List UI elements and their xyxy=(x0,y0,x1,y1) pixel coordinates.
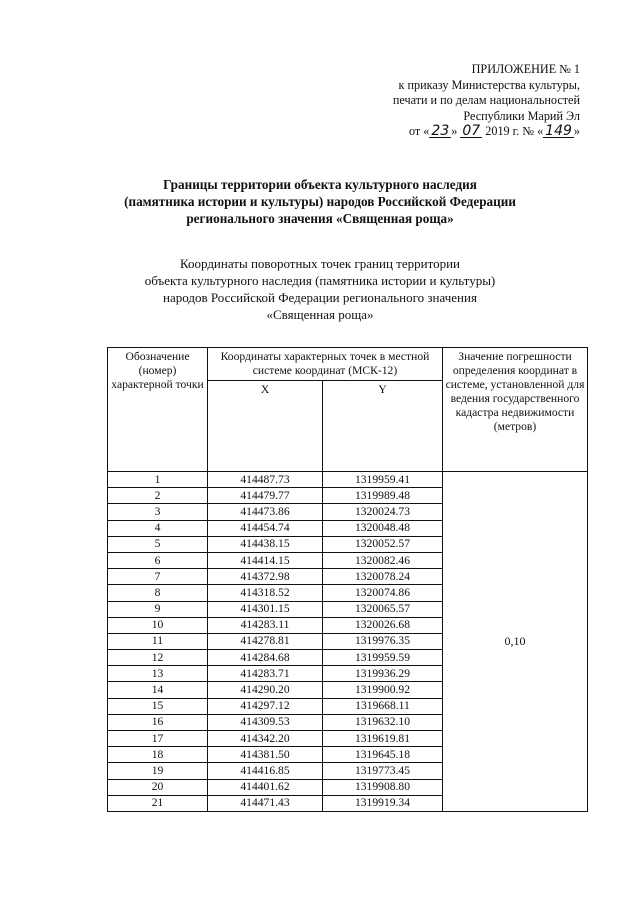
y-coordinate-cell: 1320074.86 xyxy=(323,585,443,601)
y-coordinate-cell: 1319773.45 xyxy=(323,763,443,779)
x-coordinate-cell: 414438.15 xyxy=(208,536,323,552)
x-coordinate-cell: 414454.74 xyxy=(208,520,323,536)
title-line-2: (памятника истории и культуры) народов Российской Федерации xyxy=(124,194,516,209)
error-value-cell: 0,10 xyxy=(443,472,588,812)
y-coordinate-cell: 1320048.48 xyxy=(323,520,443,536)
appendix-block xyxy=(330,62,580,140)
y-coordinate-cell: 1319668.11 xyxy=(323,698,443,714)
point-number-cell: 12 xyxy=(108,650,208,666)
y-coordinate-cell: 1320024.73 xyxy=(323,504,443,520)
point-number-cell: 6 xyxy=(108,552,208,568)
point-number-cell: 9 xyxy=(108,601,208,617)
y-coordinate-cell: 1319919.34 xyxy=(323,795,443,811)
x-coordinate-cell: 414401.62 xyxy=(208,779,323,795)
point-number-cell: 2 xyxy=(108,488,208,504)
point-number-cell: 19 xyxy=(108,763,208,779)
x-coordinate-cell: 414278.81 xyxy=(208,633,323,649)
point-number-cell: 13 xyxy=(108,666,208,682)
appendix-line-1: к приказу Министерства культуры, xyxy=(398,77,580,92)
x-coordinate-cell: 414381.50 xyxy=(208,747,323,763)
subtitle-line-2: объекта культурного наследия (памятника истории и культуры) xyxy=(144,273,496,288)
y-coordinate-cell: 1320078.24 xyxy=(323,569,443,585)
point-number-cell: 8 xyxy=(108,585,208,601)
point-number-cell: 14 xyxy=(108,682,208,698)
x-coordinate-cell: 414283.11 xyxy=(208,617,323,633)
y-coordinate-cell: 1319619.81 xyxy=(323,731,443,747)
subtitle-line-1: Координаты поворотных точек границ территории xyxy=(179,256,461,271)
header-x: X xyxy=(208,381,323,472)
y-coordinate-cell: 1319959.59 xyxy=(323,650,443,666)
date-close: » xyxy=(573,124,580,139)
point-number-cell: 1 xyxy=(108,472,208,488)
x-coordinate-cell: 414372.98 xyxy=(208,569,323,585)
title-line-1: Границы территории объекта культурного наследия xyxy=(163,177,477,192)
x-coordinate-cell: 414284.68 xyxy=(208,650,323,666)
x-coordinate-cell: 414297.12 xyxy=(208,698,323,714)
appendix-heading: ПРИЛОЖЕНИЕ № 1 xyxy=(471,62,580,76)
header-y: Y xyxy=(323,381,443,472)
x-coordinate-cell: 414473.86 xyxy=(208,504,323,520)
point-number-cell: 18 xyxy=(108,747,208,763)
y-coordinate-cell: 1320065.57 xyxy=(323,601,443,617)
point-number-cell: 5 xyxy=(108,536,208,552)
x-coordinate-cell: 414471.43 xyxy=(208,795,323,811)
x-coordinate-cell: 414318.52 xyxy=(208,585,323,601)
point-number-cell: 10 xyxy=(108,617,208,633)
point-number-cell: 16 xyxy=(108,714,208,730)
y-coordinate-cell: 1319645.18 xyxy=(323,747,443,763)
y-coordinate-cell: 1319900.92 xyxy=(323,682,443,698)
document-title xyxy=(60,176,580,227)
point-number-cell: 4 xyxy=(108,520,208,536)
x-coordinate-cell: 414479.77 xyxy=(208,488,323,504)
y-coordinate-cell: 1319936.29 xyxy=(323,666,443,682)
y-coordinate-cell: 1320082.46 xyxy=(323,552,443,568)
point-number-cell: 17 xyxy=(108,731,208,747)
title-line-3: регионального значения «Священная роща» xyxy=(186,211,454,226)
point-number-cell: 3 xyxy=(108,504,208,520)
point-number-cell: 7 xyxy=(108,569,208,585)
date-year: 2019 г. № « xyxy=(482,124,544,139)
date-mid: » xyxy=(451,124,461,139)
y-coordinate-cell: 1319632.10 xyxy=(323,714,443,730)
point-number-cell: 15 xyxy=(108,698,208,714)
coordinates-table-body xyxy=(108,472,588,812)
handwritten-month: 07 xyxy=(462,123,481,140)
x-coordinate-cell: 414309.53 xyxy=(208,714,323,730)
x-coordinate-cell: 414290.20 xyxy=(208,682,323,698)
y-coordinate-cell: 1319976.35 xyxy=(323,633,443,649)
y-coordinate-cell: 1320026.68 xyxy=(323,617,443,633)
x-coordinate-cell: 414416.85 xyxy=(208,763,323,779)
y-coordinate-cell: 1319989.48 xyxy=(323,488,443,504)
appendix-date-line xyxy=(330,124,580,140)
x-coordinate-cell: 414301.15 xyxy=(208,601,323,617)
y-coordinate-cell: 1319908.80 xyxy=(323,779,443,795)
subtitle-line-3: народов Российской Федерации регионального значения xyxy=(163,290,477,305)
x-coordinate-cell: 414414.15 xyxy=(208,552,323,568)
header-error: Значение погрешности определения координат в системе, установленной для ведения государственного кадастра недвижимости (метров) xyxy=(443,348,588,472)
header-coordinates: Координаты характерных точек в местной системе координат (МСК-12) xyxy=(208,348,443,381)
appendix-line-2: печати и по делам национальностей xyxy=(392,93,580,108)
header-point-number: Обозначение (номер) характерной точки xyxy=(108,348,208,472)
document-subtitle xyxy=(60,255,580,323)
x-coordinate-cell: 414342.20 xyxy=(208,731,323,747)
appendix-line-3: Республики Марий Эл xyxy=(463,108,580,123)
coordinates-table xyxy=(107,347,588,812)
table-row xyxy=(108,472,588,488)
point-number-cell: 11 xyxy=(108,633,208,649)
point-number-cell: 21 xyxy=(108,795,208,811)
y-coordinate-cell: 1320052.57 xyxy=(323,536,443,552)
subtitle-line-4: «Священная роща» xyxy=(266,307,374,322)
date-prefix: от « xyxy=(409,124,430,139)
handwritten-day: 23 xyxy=(431,123,450,140)
x-coordinate-cell: 414283.71 xyxy=(208,666,323,682)
x-coordinate-cell: 414487.73 xyxy=(208,472,323,488)
y-coordinate-cell: 1319959.41 xyxy=(323,472,443,488)
point-number-cell: 20 xyxy=(108,779,208,795)
handwritten-number: 149 xyxy=(545,123,572,140)
